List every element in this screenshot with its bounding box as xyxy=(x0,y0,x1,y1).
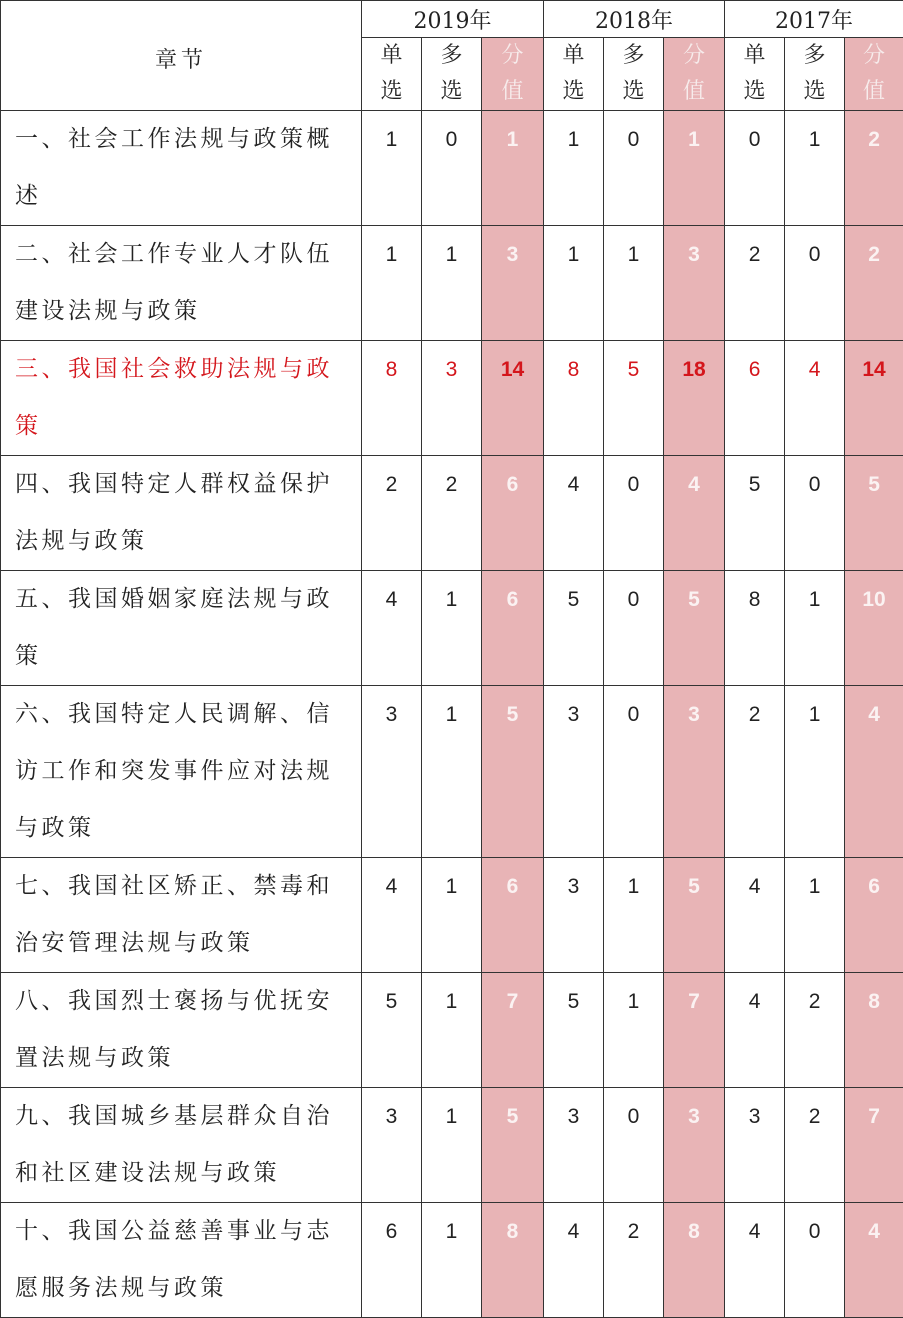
multi-choice-cell: 1 xyxy=(785,571,845,686)
score-cell: 7 xyxy=(845,1088,903,1203)
multi-choice-cell: 1 xyxy=(604,858,664,973)
score-cell: 18 xyxy=(664,341,725,456)
score-cell: 6 xyxy=(482,571,544,686)
year-header-2017: 2017年 xyxy=(725,1,903,38)
score-cell: 2 xyxy=(845,226,903,341)
multi-choice-cell: 1 xyxy=(604,226,664,341)
chapter-cell: 四、我国特定人群权益保护法规与政策 xyxy=(1,456,362,571)
single-choice-cell: 3 xyxy=(544,858,604,973)
single-choice-cell: 8 xyxy=(362,341,422,456)
multi-choice-cell: 0 xyxy=(604,686,664,858)
single-choice-cell: 4 xyxy=(725,973,785,1088)
table-body xyxy=(1,111,903,1318)
chapter-cell: 九、我国城乡基层群众自治和社区建设法规与政策 xyxy=(1,1088,362,1203)
chapter-cell: 三、我国社会救助法规与政策 xyxy=(1,341,362,456)
multi-choice-cell: 0 xyxy=(604,1088,664,1203)
multi-choice-cell: 1 xyxy=(422,1203,482,1318)
score-cell: 7 xyxy=(482,973,544,1088)
multi-choice-cell: 1 xyxy=(604,973,664,1088)
chapter-cell: 二、社会工作专业人才队伍建设法规与政策 xyxy=(1,226,362,341)
multi-choice-cell: 0 xyxy=(785,456,845,571)
single-choice-cell: 4 xyxy=(362,858,422,973)
score-cell: 3 xyxy=(664,686,725,858)
multi-choice-header: 多选 xyxy=(785,38,845,111)
single-choice-cell: 0 xyxy=(725,111,785,226)
score-cell: 4 xyxy=(845,686,903,858)
score-cell: 1 xyxy=(664,111,725,226)
single-choice-cell: 4 xyxy=(544,456,604,571)
multi-choice-cell: 2 xyxy=(785,1088,845,1203)
score-cell: 8 xyxy=(845,973,903,1088)
table-row xyxy=(1,973,903,1088)
score-cell: 3 xyxy=(482,226,544,341)
chapter-cell: 六、我国特定人民调解、信访工作和突发事件应对法规与政策 xyxy=(1,686,362,858)
single-choice-cell: 1 xyxy=(362,111,422,226)
table-row xyxy=(1,341,903,456)
multi-choice-cell: 1 xyxy=(785,686,845,858)
chapter-cell: 八、我国烈士褒扬与优抚安置法规与政策 xyxy=(1,973,362,1088)
single-choice-cell: 2 xyxy=(725,686,785,858)
multi-choice-cell: 0 xyxy=(604,571,664,686)
chapter-cell: 一、社会工作法规与政策概述 xyxy=(1,111,362,226)
single-choice-cell: 1 xyxy=(544,111,604,226)
year-header-2019: 2019年 xyxy=(362,1,544,38)
score-cell: 6 xyxy=(482,456,544,571)
multi-choice-cell: 0 xyxy=(604,111,664,226)
single-choice-header: 单选 xyxy=(725,38,785,111)
table-row xyxy=(1,111,903,226)
score-cell: 3 xyxy=(664,226,725,341)
single-choice-header: 单选 xyxy=(362,38,422,111)
table-row xyxy=(1,226,903,341)
single-choice-cell: 3 xyxy=(544,1088,604,1203)
chapter-cell: 七、我国社区矫正、禁毒和治安管理法规与政策 xyxy=(1,858,362,973)
year-header-2018: 2018年 xyxy=(544,1,725,38)
score-cell: 5 xyxy=(664,858,725,973)
score-cell: 8 xyxy=(482,1203,544,1318)
table-row xyxy=(1,456,903,571)
single-choice-cell: 5 xyxy=(725,456,785,571)
table-row xyxy=(1,1203,903,1318)
multi-choice-cell: 5 xyxy=(604,341,664,456)
multi-choice-cell: 2 xyxy=(604,1203,664,1318)
score-header: 分值 xyxy=(845,38,903,111)
score-cell: 1 xyxy=(482,111,544,226)
single-choice-cell: 5 xyxy=(544,973,604,1088)
score-cell: 14 xyxy=(845,341,903,456)
single-choice-cell: 6 xyxy=(362,1203,422,1318)
multi-choice-header: 多选 xyxy=(422,38,482,111)
score-cell: 4 xyxy=(664,456,725,571)
single-choice-cell: 5 xyxy=(362,973,422,1088)
multi-choice-cell: 0 xyxy=(422,111,482,226)
multi-choice-cell: 2 xyxy=(422,456,482,571)
score-header: 分值 xyxy=(482,38,544,111)
header-row-years xyxy=(1,1,903,38)
score-cell: 6 xyxy=(482,858,544,973)
multi-choice-cell: 0 xyxy=(785,226,845,341)
multi-choice-cell: 2 xyxy=(785,973,845,1088)
single-choice-cell: 6 xyxy=(725,341,785,456)
multi-choice-cell: 1 xyxy=(785,858,845,973)
single-choice-cell: 4 xyxy=(544,1203,604,1318)
multi-choice-cell: 1 xyxy=(422,858,482,973)
score-cell: 8 xyxy=(664,1203,725,1318)
score-cell: 5 xyxy=(845,456,903,571)
single-choice-cell: 3 xyxy=(725,1088,785,1203)
table-row xyxy=(1,571,903,686)
score-cell: 7 xyxy=(664,973,725,1088)
table-row xyxy=(1,1088,903,1203)
single-choice-cell: 3 xyxy=(544,686,604,858)
table-row xyxy=(1,686,903,858)
multi-choice-cell: 0 xyxy=(785,1203,845,1318)
single-choice-header: 单选 xyxy=(544,38,604,111)
multi-choice-cell: 1 xyxy=(422,1088,482,1203)
single-choice-cell: 2 xyxy=(362,456,422,571)
single-choice-cell: 5 xyxy=(544,571,604,686)
score-cell: 4 xyxy=(845,1203,903,1318)
score-cell: 14 xyxy=(482,341,544,456)
chapter-cell: 十、我国公益慈善事业与志愿服务法规与政策 xyxy=(1,1203,362,1318)
score-cell: 5 xyxy=(482,1088,544,1203)
multi-choice-cell: 1 xyxy=(422,226,482,341)
score-cell: 5 xyxy=(482,686,544,858)
score-cell: 5 xyxy=(664,571,725,686)
multi-choice-cell: 1 xyxy=(422,973,482,1088)
chapter-header: 章节 xyxy=(1,1,362,111)
table-row xyxy=(1,858,903,973)
single-choice-cell: 4 xyxy=(725,1203,785,1318)
multi-choice-cell: 1 xyxy=(422,571,482,686)
single-choice-cell: 3 xyxy=(362,686,422,858)
score-cell: 3 xyxy=(664,1088,725,1203)
multi-choice-cell: 3 xyxy=(422,341,482,456)
multi-choice-cell: 1 xyxy=(422,686,482,858)
single-choice-cell: 4 xyxy=(362,571,422,686)
single-choice-cell: 8 xyxy=(544,341,604,456)
single-choice-cell: 1 xyxy=(544,226,604,341)
chapter-cell: 五、我国婚姻家庭法规与政策 xyxy=(1,571,362,686)
single-choice-cell: 4 xyxy=(725,858,785,973)
single-choice-cell: 2 xyxy=(725,226,785,341)
score-header: 分值 xyxy=(664,38,725,111)
multi-choice-cell: 0 xyxy=(604,456,664,571)
score-cell: 10 xyxy=(845,571,903,686)
score-cell: 2 xyxy=(845,111,903,226)
multi-choice-header: 多选 xyxy=(604,38,664,111)
multi-choice-cell: 4 xyxy=(785,341,845,456)
multi-choice-cell: 1 xyxy=(785,111,845,226)
single-choice-cell: 1 xyxy=(362,226,422,341)
single-choice-cell: 3 xyxy=(362,1088,422,1203)
score-cell: 6 xyxy=(845,858,903,973)
single-choice-cell: 8 xyxy=(725,571,785,686)
